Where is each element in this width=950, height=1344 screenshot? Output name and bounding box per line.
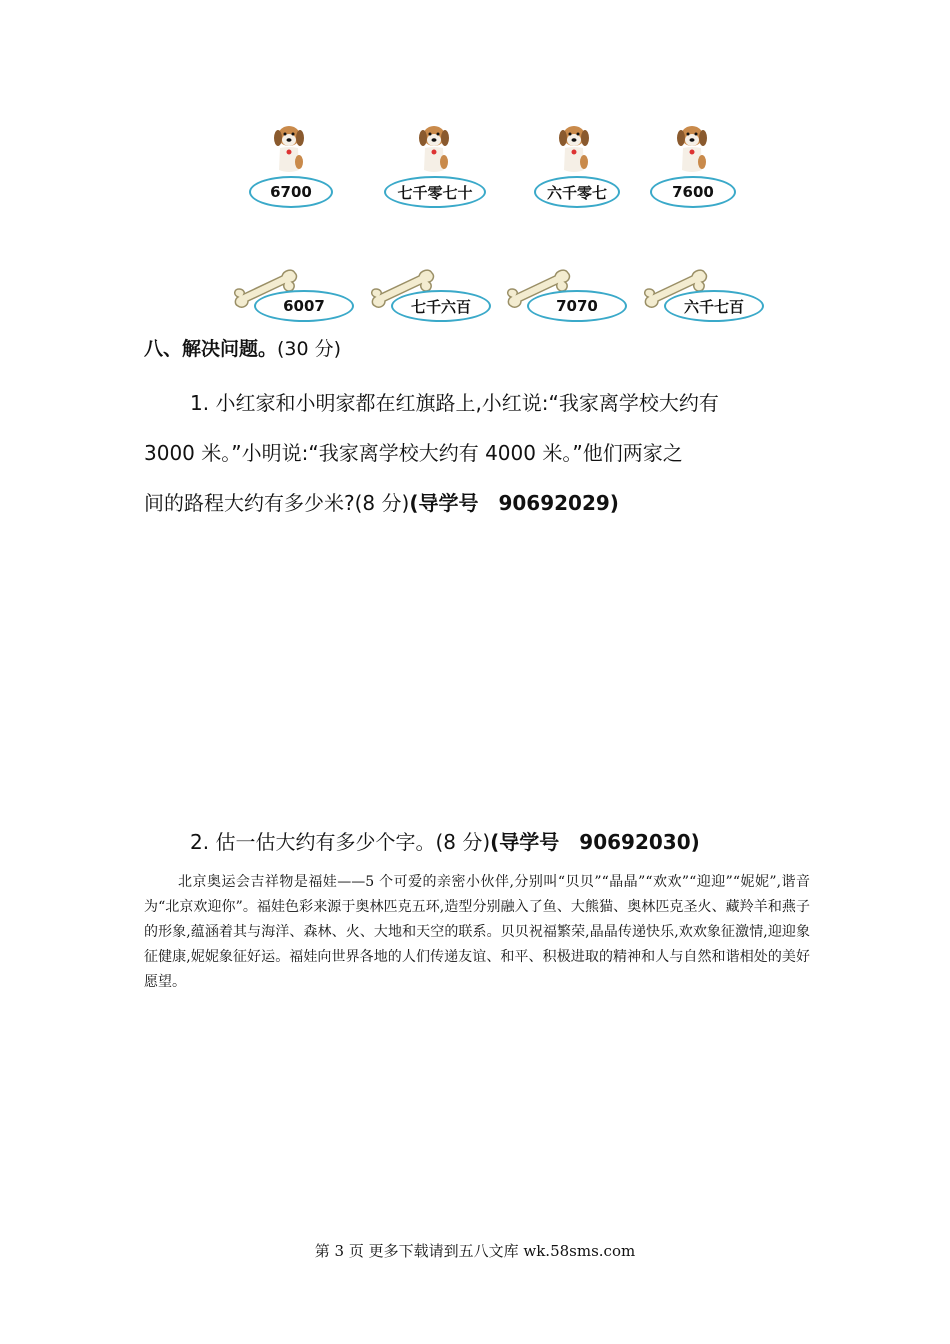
bone-item [367,262,497,326]
number-oval: 6007 [254,290,354,322]
question-2-text: 2. 估一估大约有多少个字。(8 分) [190,830,491,854]
page-footer: 第 3 页 更多下载请到五八文库 wk.58sms.com [314,1242,636,1260]
dog-item [528,118,638,218]
bone-item [640,262,770,326]
reading-passage: 北京奥运会吉祥物是福娃——5 个可爱的亲密小伙伴,分别叫“贝贝”“晶晶”“欢欢”“迎迎”“妮妮”,谐音为“北京欢迎你”。福娃色彩来源于奥林匹克五环,造型分别融入了鱼、大熊猫、奥林匹克圣火、藏羚羊和燕子的形象,蕴涵着其与海洋、森林、火、大地和天空的联系。贝贝祝福繁荣,晶晶传递快乐,欢欢象征激情,迎迎象征健康,妮妮象征好运。福娃向世界各地的人们传递友谊、和平、积极进取的精神和人与自然和谐相处的美好愿望。 [144,874,810,990]
dog-icon [268,122,310,178]
dog-item [646,118,756,218]
number-oval: 6700 [249,176,333,208]
question-1-line-2: 3000 米。”小明说:“我家离学校大约有 4000 米。”他们两家之 [144,441,683,465]
dog-item [243,118,353,218]
bone-row [0,262,950,332]
dog-item [388,118,498,218]
section-points: (30 分) [277,338,342,360]
dog-icon [413,122,455,178]
question-1-ref: (导学号 90692029) [409,491,619,515]
number-oval: 六千七百 [664,290,764,322]
question-1-line-1: 1. 小红家和小明家都在红旗路上,小红说:“我家离学校大约有 [190,391,719,415]
question-1-line-3: 间的路程大约有多少米?(8 分) [144,491,410,515]
dog-icon [553,122,595,178]
bone-item [230,262,360,326]
bone-item [503,262,633,326]
number-oval: 7600 [650,176,736,208]
number-oval: 六千零七 [534,176,620,208]
section-title: 八、解决问题。 [144,338,278,360]
number-oval: 七千六百 [391,290,491,322]
section-heading [144,334,341,361]
question-2 [190,826,700,855]
question-2-ref: (导学号 90692030) [490,830,700,854]
question-1 [144,378,804,528]
number-oval: 7070 [527,290,627,322]
dog-icon [671,122,713,178]
dog-row [0,118,950,218]
number-oval: 七千零七十 [384,176,486,208]
